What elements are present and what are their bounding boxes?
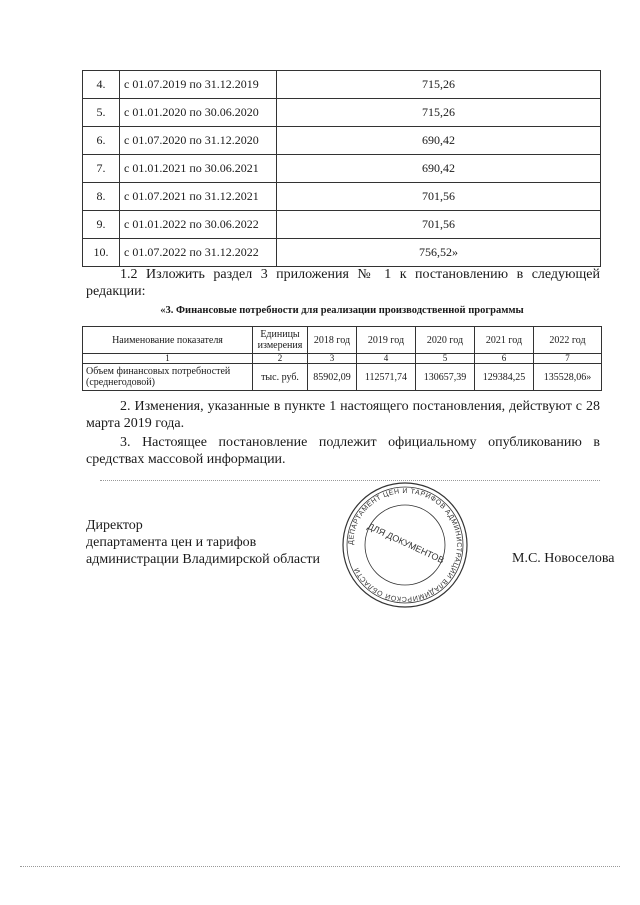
header-cell: 2019 год <box>357 327 416 354</box>
value-cell: 112571,74 <box>357 364 416 391</box>
header-cell: 2018 год <box>308 327 357 354</box>
value-cell: 130657,39 <box>416 364 475 391</box>
signer-department: департамента цен и тарифов <box>86 535 257 550</box>
index-cell: 5 <box>416 354 475 364</box>
header-cell: Единицы измерения <box>253 327 308 354</box>
period-cell: с 01.07.2021 по 31.12.2021 <box>120 183 277 211</box>
header-cell: 2021 год <box>475 327 534 354</box>
period-cell: с 01.07.2020 по 31.12.2020 <box>120 127 277 155</box>
table-row <box>83 99 601 127</box>
row-number-cell: 4. <box>83 71 120 99</box>
tariff-value-cell: 756,52» <box>277 239 601 267</box>
value-cell: 129384,25 <box>475 364 534 391</box>
table-index-row <box>83 354 602 364</box>
tariff-table <box>82 70 601 267</box>
indicator-name-cell: Объем финансовых потребностей (среднегодовой) <box>83 364 253 391</box>
scan-artifact-line <box>20 866 620 867</box>
row-number-cell: 7. <box>83 155 120 183</box>
row-number-cell: 6. <box>83 127 120 155</box>
period-cell: с 01.07.2022 по 31.12.2022 <box>120 239 277 267</box>
header-cell: Наименование показателя <box>83 327 253 354</box>
table-row <box>83 127 601 155</box>
signer-title: Директор <box>86 518 143 533</box>
index-cell: 3 <box>308 354 357 364</box>
stamp-inner-text: ДЛЯ ДОКУМЕНТОВ <box>366 521 446 566</box>
official-stamp <box>340 480 470 610</box>
period-cell: с 01.01.2020 по 30.06.2020 <box>120 99 277 127</box>
stamp-outer-text: ДЕПАРТАМЕНТ ЦЕН И ТАРИФОВ АДМИНИСТРАЦИИ ВЛАДИМИРСКОЙ ОБЛАСТИ <box>347 487 463 603</box>
table-row <box>83 364 602 391</box>
row-number-cell: 9. <box>83 211 120 239</box>
scan-artifact-line <box>100 480 600 481</box>
index-cell: 7 <box>534 354 602 364</box>
row-number-cell: 8. <box>83 183 120 211</box>
table-row <box>83 155 601 183</box>
tariff-value-cell: 715,26 <box>277 99 601 127</box>
index-cell: 4 <box>357 354 416 364</box>
signer-name: М.С. Новоселова <box>512 551 615 566</box>
tariff-value-cell: 690,42 <box>277 127 601 155</box>
unit-cell: тыс. руб. <box>253 364 308 391</box>
tariff-value-cell: 701,56 <box>277 211 601 239</box>
table-row <box>83 211 601 239</box>
table-row <box>83 183 601 211</box>
table-row <box>83 71 601 99</box>
period-cell: с 01.01.2022 по 30.06.2022 <box>120 211 277 239</box>
table-row <box>83 239 601 267</box>
row-number-cell: 5. <box>83 99 120 127</box>
period-cell: с 01.07.2019 по 31.12.2019 <box>120 71 277 99</box>
header-cell: 2022 год <box>534 327 602 354</box>
financial-needs-table <box>82 326 602 391</box>
tariff-value-cell: 690,42 <box>277 155 601 183</box>
index-cell: 2 <box>253 354 308 364</box>
value-cell: 85902,09 <box>308 364 357 391</box>
value-cell: 135528,06» <box>534 364 602 391</box>
period-cell: с 01.01.2021 по 30.06.2021 <box>120 155 277 183</box>
signer-organization: администрации Владимирской области <box>86 552 320 567</box>
paragraph-2: 2. Изменения, указанные в пункте 1 настоящего постановления, действуют с 28 марта 2019 года. <box>86 399 600 431</box>
section-3-title: «3. Финансовые потребности для реализации производственной программы <box>160 305 524 316</box>
header-cell: 2020 год <box>416 327 475 354</box>
signer-block <box>86 517 320 568</box>
index-cell: 1 <box>83 354 253 364</box>
tariff-value-cell: 715,26 <box>277 71 601 99</box>
table-header-row <box>83 327 602 354</box>
index-cell: 6 <box>475 354 534 364</box>
tariff-value-cell: 701,56 <box>277 183 601 211</box>
paragraph-3: 3. Настоящее постановление подлежит официальному опубликованию в средствах массовой информации. <box>86 435 600 467</box>
row-number-cell: 10. <box>83 239 120 267</box>
paragraph-1-2: 1.2 Изложить раздел 3 приложения № 1 к постановлению в следующей редакции: <box>86 267 600 299</box>
